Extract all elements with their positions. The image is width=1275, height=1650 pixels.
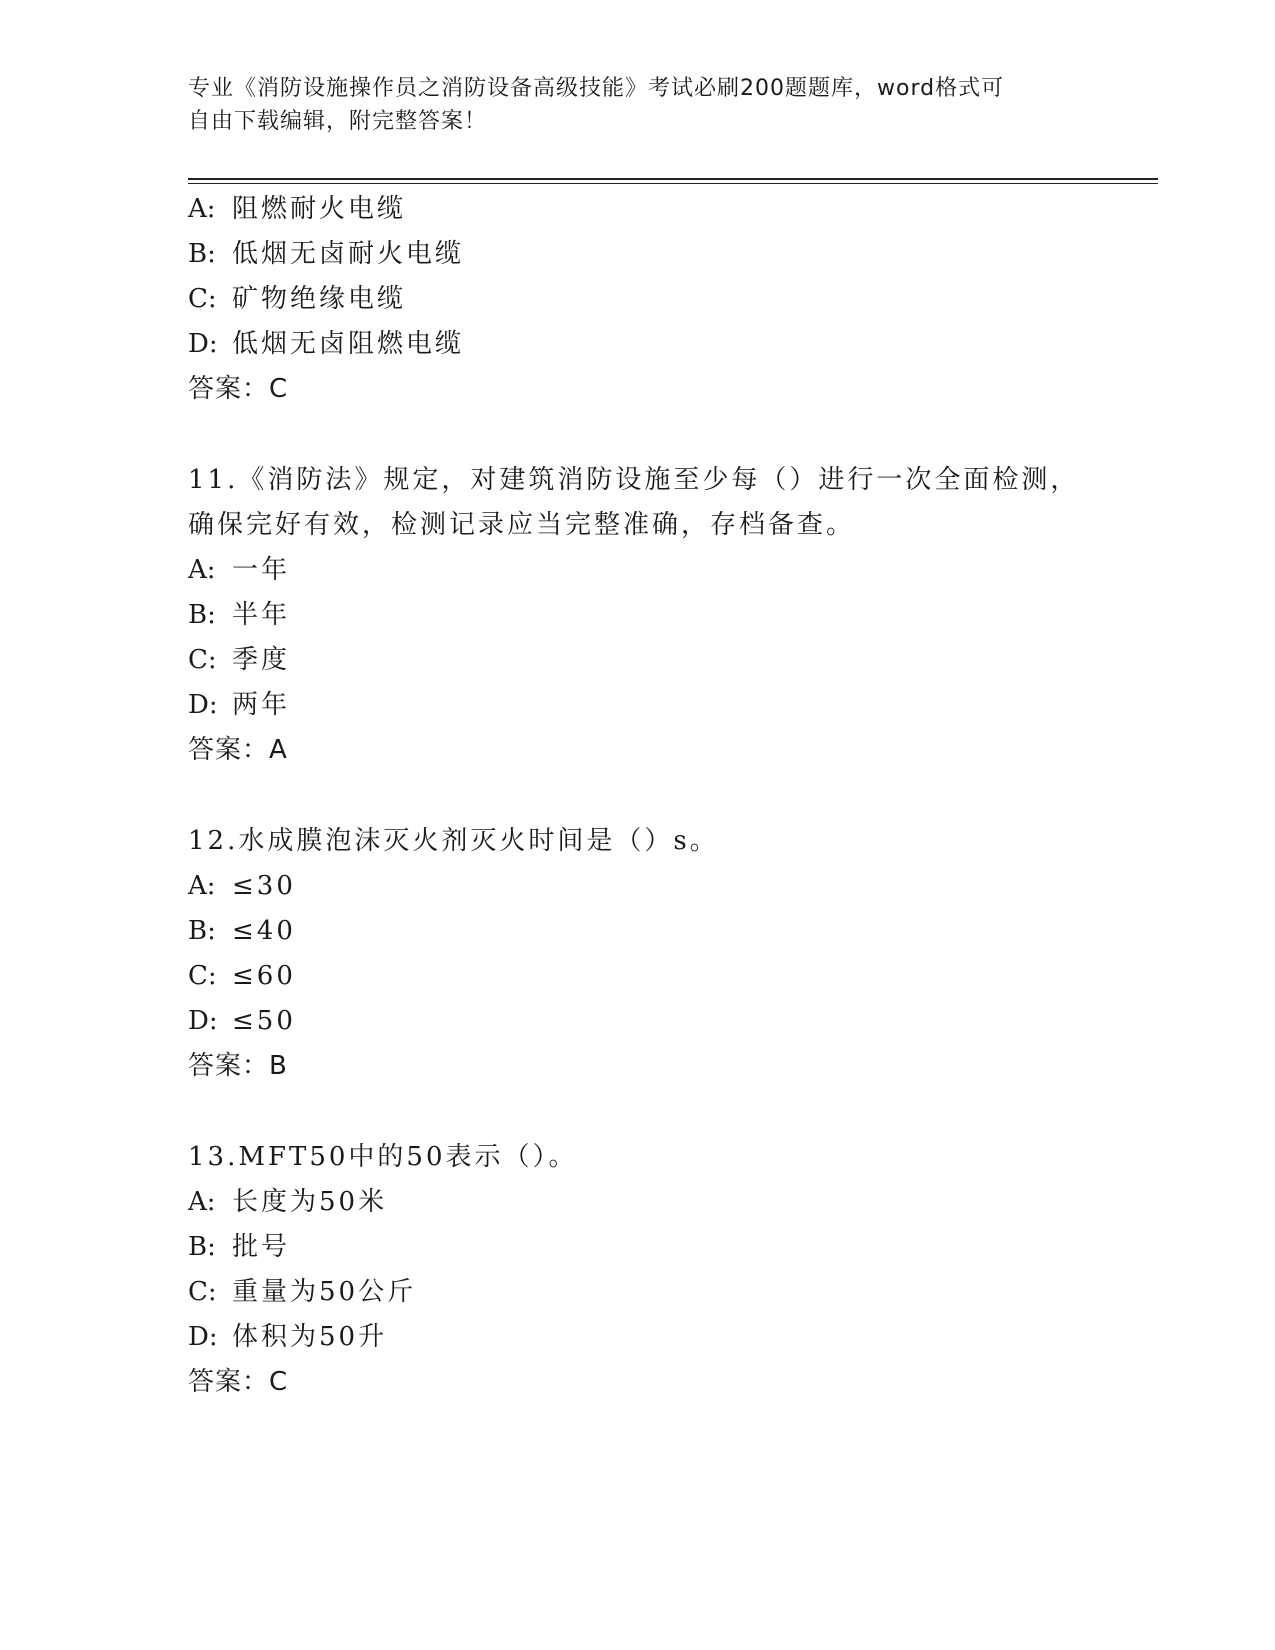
q13-answer: 答案：C — [188, 1367, 289, 1397]
q11-stem-line-2: 确保完好有效，检测记录应当完整准确，存档备查。 — [188, 510, 856, 540]
q10-option-d-key: D: — [188, 329, 218, 359]
q13-option-b-text: 批号 — [232, 1232, 291, 1262]
header-line-1: 专业《消防设施操作员之消防设备高级技能》考试必刷200题题库，word格式可 — [188, 76, 1005, 101]
q12-option-a-text: ≤30 — [232, 871, 296, 901]
q13-option-c-text: 重量为50公斤 — [232, 1277, 417, 1307]
q10-option-d-text: 低烟无卤阻燃电缆 — [232, 329, 465, 359]
q12-option-c — [188, 959, 296, 993]
header-rule-thick — [188, 178, 1158, 180]
document-header — [188, 72, 1088, 138]
q11-option-b — [188, 598, 290, 632]
q12-answer: 答案：B — [188, 1051, 288, 1081]
q10-option-b-text: 低烟无卤耐火电缆 — [232, 239, 465, 269]
q13-stem-line-1: 13.MFT50中的50表示（）。 — [188, 1142, 578, 1172]
q12-option-b — [188, 914, 296, 948]
q12-stem-line-1: 12.水成膜泡沫灭火剂灭火时间是（）s。 — [188, 826, 719, 856]
q13-option-a — [188, 1185, 387, 1219]
q11-option-c — [188, 643, 290, 677]
q10-option-c-key: C: — [188, 284, 217, 314]
q13-option-c — [188, 1275, 416, 1309]
q12-option-d-text: ≤50 — [232, 1006, 296, 1036]
q11-answer: 答案：A — [188, 735, 288, 765]
q11-option-c-key: C: — [188, 645, 217, 675]
q10-option-a-text: 阻燃耐火电缆 — [232, 194, 407, 224]
q13-option-a-text: 长度为50米 — [232, 1187, 388, 1217]
q11-option-b-text: 半年 — [232, 600, 291, 630]
q12-option-a — [188, 869, 296, 903]
q10-option-b — [188, 237, 464, 271]
q10-option-c — [188, 282, 406, 316]
q10-option-a — [188, 192, 406, 226]
q11-option-d-key: D: — [188, 690, 218, 720]
header-rule-thin — [188, 183, 1158, 184]
q11-option-a — [188, 553, 290, 587]
q11-option-d — [188, 688, 290, 722]
q11-option-c-text: 季度 — [232, 645, 291, 675]
q12-option-d — [188, 1004, 296, 1038]
q10-option-a-key: A: — [188, 194, 216, 224]
q10-option-b-key: B: — [188, 239, 216, 269]
q13-option-c-key: C: — [188, 1277, 217, 1307]
q13-option-d-key: D: — [188, 1322, 218, 1352]
q11-stem-line-1: 11.《消防法》规定，对建筑消防设施至少每（）进行一次全面检测， — [188, 465, 1080, 495]
q10-option-d — [188, 327, 464, 361]
q13-option-a-key: A: — [188, 1187, 216, 1217]
q12-option-c-key: C: — [188, 961, 217, 991]
q11-option-d-text: 两年 — [232, 690, 291, 720]
header-line-2: 自由下载编辑，附完整答案！ — [188, 109, 488, 134]
q13-option-b-key: B: — [188, 1232, 216, 1262]
q12-option-c-text: ≤60 — [232, 961, 296, 991]
q11-option-a-key: A: — [188, 555, 216, 585]
q12-option-d-key: D: — [188, 1006, 218, 1036]
q13-option-d — [188, 1320, 387, 1354]
q13-option-d-text: 体积为50升 — [232, 1322, 388, 1352]
q12-option-b-key: B: — [188, 916, 216, 946]
q10-answer: 答案：C — [188, 374, 289, 404]
q11-option-a-text: 一年 — [232, 555, 291, 585]
q10-option-c-text: 矿物绝缘电缆 — [232, 284, 407, 314]
q13-option-b — [188, 1230, 290, 1264]
q11-option-b-key: B: — [188, 600, 216, 630]
q12-option-b-text: ≤40 — [232, 916, 296, 946]
q12-option-a-key: A: — [188, 871, 216, 901]
